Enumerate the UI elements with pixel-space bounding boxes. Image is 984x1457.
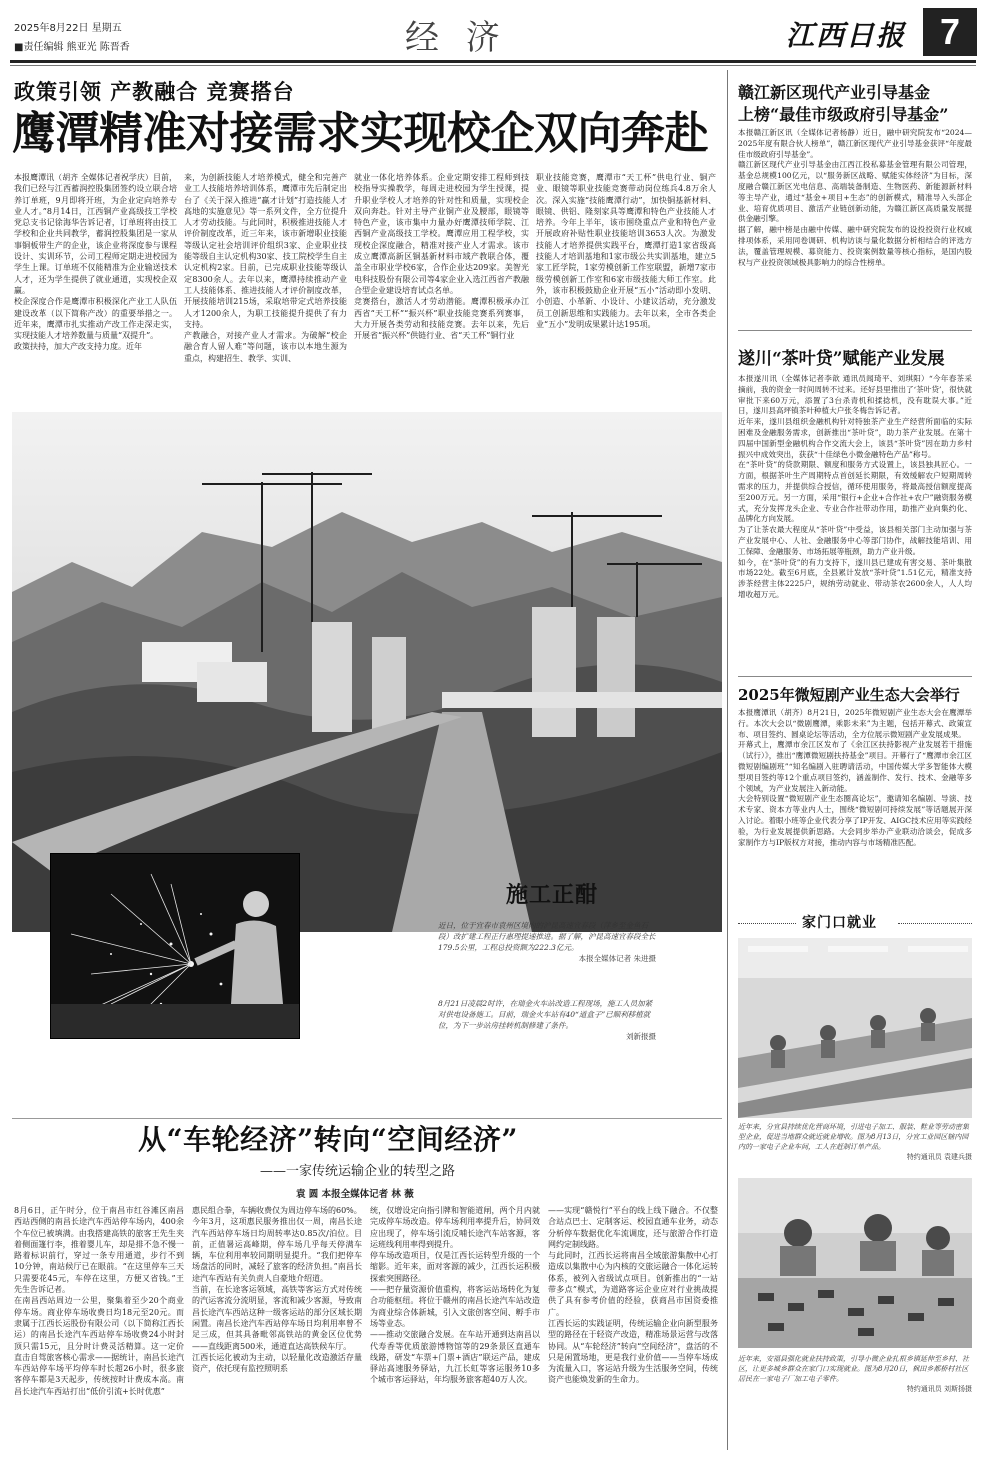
caption-2-credit: 刘新报摄 [626,1032,656,1041]
feature2-byline: 袁 圆 本报全媒体记者 林 薇 [296,1189,414,1200]
right-article-3-headline: 2025年微短剧产业生态大会举行 [738,686,960,704]
photo-feature-caption-1 [438,920,656,964]
photo-feature-caption-2 [438,998,656,1042]
right-article-1-headline-line2: 上榜“最佳市级政府引导基金” [738,105,949,124]
right-separator-1 [738,330,972,331]
masthead-rule-thin [10,65,976,66]
right-article-2-body: 本报遂川讯（全媒体记者李歆 通讯员闻琦平、刘琪阳）“今年春茶采摘前，我的资金一时间周转不过来。还好县里推出了‘茶叶贷’，很快就审批下来60万元，添置了3台杀青机和揉捻机，没有耽误大事。”近日，遂川县高坪镇茶叶种植大户张冬梅告诉记者。 近年来，遂川县组织金融机构针对特独茶产业生产经营所面临的实际困难及金融服务需求，创新推出“茶叶贷”，助力茶产业发展。在第十四届中国新型金融机构合作交流大会上，该县“茶叶贷”因在助力乡村振兴中成效突出，获获“十佳绿色小微金融特色产品”称号。 在“茶叶贷”的贷款期限、额度和服务方式设置上，该县独具匠心。一方面，根据茶叶生产周期特点首创延长期限，有效缓解农户短期周转需求的压力，并提供综合授信，循环使用服务，将最高授信额度提高至200万元。另一方面，采用“银行+企业+合作社+农户”融资服务模式，充分发挥龙头企业、专业合作社带动作用，助推产业向集约化、品牌化方向发展。 为了让茶农最大程度从“茶叶贷”中受益，该县相关部门主动加强与茶产业发展中心、人社、金融服务中心等部门协作，战解技能培训、用工保障、金融服务、市场拓展等瓶颈，助力产业升级。 如今，在“茶叶贷”的有力支持下，遂川县已建成有害交易、茶叶集散市场22处。截至6月底，全县累计发放“茶叶贷”1.51亿元，精准支持涉茶经营主体2225户，规纳劳动就业、带动茶农2600余人，人人均增收超万元。 [738,374,972,599]
workers-assembly-illustration [738,1178,972,1348]
factory-caption-1-text: 近年来，分宜县持续优化营商环境，引进电子加工、服装、鞋业等劳动密集型企业，促进当地群众就近就业增收。图为8月13日，分宜工业园区辖内园内的一家电子企业车间，工人在赶制订单产品。 [738,1123,969,1151]
lead-column-4: 职业技能竞赛，鹰潭市“天工杯”供电行业、铜产业、眼镜等职业技能竞赛带动岗位练兵4.8万余人次。深入实施“技能鹰潭行动”，加快铜基新材料、眼镜、供铝、隆刻家具等鹰潭和特色产业技能人才培养。今年上半年，该市围绕重点产业和特色产业开展政府补贴性职业技能培训3653人次。为激发技能人才培养提供实践平台，鹰潭打造1家省级高技能人才培训基地和1家市级公共实训基地，建立5家工匠学院，1家劳模创新工作室联盟，新增7家市级劳模创新工作室和6家市级技能大师工作室。此外，该市积极鼓励企业开展“五小”活动即小发明、小创造、小革新、小设计、小建议活动，充分激发员工创新思维和实践能力。去年以来，全市各类企业“五小”发明成果累计达195项。 [536,173,716,329]
page-number-badge [923,8,977,56]
page-editors: ■责任编辑 熊亚光 陈晋香 [14,42,130,53]
feature2-column-2: 惠民组合拳，车辆收费仅为周边停车场的60%。 今年3月，这项惠民服务推出仅一周，南昌长途汽车西站停车场日均周转率达0.85次/泊位。目前，正值暑运高峰期，停车场几乎每天停满车辆，车位利用率较同期明显提升。“我们把停车场盘活的同时，减轻了旅客的经济负担。”南昌长途汽车西站有关负责人自豪地介绍道。 当前，在长途客运领域，高铁等客运方式对传统的汽运客流分流明显，客流和减少客源，导致南昌长途汽车西站这种一级客运站的部分区域长期闲置。南昌长途汽车西站停车场日均利用率曾不足三成，但其具备毗邻高铁站的黄金区位优势——直线距离500米，通道直达高铁候车厅。 江西长运化被动为主动，以轻量化改造激活存量资产，依托现有监控照明系 [192,1206,362,1374]
electronics-factory-photo-1 [738,938,972,1118]
lead-kicker: 政策引领 产教融合 竞赛搭台 [14,79,295,104]
electronics-factory-photo-2 [738,1178,972,1348]
photo-feature-title: 施工正酣 [506,882,599,908]
issue-date: 2025年8月22日 星期五 [14,23,122,34]
feature2-headline: 从“车轮经济”转向“空间经济” [138,1123,518,1156]
right-column-divider [727,70,728,1450]
welder-illustration [51,854,300,1039]
masthead-rule [10,60,976,63]
right-article-1-headline-line1: 赣江新区现代产业引导基金 [738,83,931,102]
caption-1-text: 近日，位于宜春市袁州区境内的沪昆高速宜春段（萍乡至金鱼石段）改扩建工程正行惠理提速推进。据了解，沪昆高速宜春段全长179.5公里，工程总投资额为222.3亿元。 [438,921,656,952]
section-name: 经 济 [405,18,508,58]
right-separator-2 [738,676,972,677]
welding-sparks-photo [50,853,300,1039]
lead-column-1: 本报鹰潭讯（胡齐 全媒体记者祝学庆）目前，我们已经与江西蓄润控股集团签约设立联合培养订单班，9月即将开班，为企业定向培养专业人才。”8月14日，江西铜产业高级技工学校党总支书记徐海华告诉记者，订单班将由技工学校和企业共同教学，蓄润控股集团是一家从事铜板带生产的企业，该企业将深度参与课程设计、实训环节，公司工程师定期走进校园为学生上课。订单班不仅能精准为企业输送技术人才，还为学生提供了就业通道，实现校企双赢。 校企深度合作是鹰潭市积极深化产业工人队伍建设改革（以下简称产改）的重要举措之一。近年来，鹰潭市扎实推动产改工作走深走实，实现技能人才培养数量与质量“双提升”。 政策扶持，加大产改支持力度。近年 [14,173,177,352]
caption-1-credit: 本报全媒体记者 朱进摄 [578,954,656,963]
factory-photo-2-caption [738,1354,972,1394]
header-rule-left [738,923,796,924]
masthead [0,0,984,64]
feature2-column-3: 统，仅增设定向指引牌和智能道闸，两个月内就完成停车场改造。停车场利用率提升后，协同效应出现了，停车场引流反哺长途汽车站客源，客运班线利用率得到提升。 停车场改造项目，仅是江西长运转型升级的一个缩影。近年来，面对客源的减少，江西长运积极探索突围路径。 ——把存量资源价值重构，将客运站场转化为复合功能枢纽。将位于赣州的南昌长途汽车站改造为商业综合体新城，引入文旅创客空间、孵手市场等业态。 ——推动交旅融合发展。在车站开通到达南昌以代寿香等优质旅游博物馆等的29条景区直通车线路，研发“车票+门票+酒店”联运产品，建成驿站高速服务驿站，九江长虹等客运服务10多个城市客运驿站，年均服务旅客超40万人次。 [370,1206,540,1385]
caption-2-text: 8月21日凌晨2时许，在瑞金火车站改造工程现场，施工人员加紧对供电设备施工。目前，瑞金火车站有40“道盒子”已顺利移植就位，为下一步站房挂转机制修建了条件。 [438,999,653,1030]
factory-caption-1-credit: 特约通讯员 袁建兵摄 [906,1153,972,1161]
feature2-column-1: 8月6日，正午时分，位于南昌市红谷滩区南昌西站西侧的南昌长途汽车西站停车场内，400余个车位已被填满。由我搭建高铁的旅客王先生夹着侧面篷行李，推着婴儿车，却是排不急不慢一路着标识前行，穿过一条专用通道，步行不到10分钟，南站候厅已在眼前。“在这里停车三天只需要花45元，车停在这里，方便又省钱。”王先生告诉记者。 在南昌西站周边一公里，聚集着至少20个商业停车场。商业停车场收费日均18元至20元。而隶属于江西长运股份有限公司（以下简称江西长运）的南昌长途汽车西站停车场收费24小时封顶只需15元，且分时计费灵活精算。这一定价直击自驾旅客核心需求——据统计，南昌长途汽车西站停车场平均停车时长超26小时，很多旅客停车都是3天起步，传统按时计费成本高。南昌长途汽车西站打出“低价引流+长时优惠” [14,1206,184,1396]
feature2-subtitle: ——一家传统运输企业的转型之路 [260,1164,456,1179]
right-article-2-headline: 遂川“茶叶贷”赋能产业发展 [738,349,945,369]
page-number: 7 [939,11,961,52]
right-article-3-body: 本报鹰潭讯（胡齐）8月21日，2025年微短剧产业生态大会在鹰潭举行。本次大会以“微剧鹰潭，乘影未来”为主题，包括开幕式、政策宣布、项目签约、圆桌论坛等活动，全方位展示微短剧产业发展成果。 开幕式上，鹰潭市余江区发布了《余江区扶持影视产业发展若干措施（试行）》，推出“鹰潭微短剧扶持基金”项目。开幕行了“鹰潭市余江区微短剧编剧班”“知名编剧入驻聘请活动，中国传媒大学多智能体大模型项目签约等12个重点项目签约，涵盖制作、发行、技术、金融等多个领域，为产业发展注入新动能。 大会特别设置“微短剧产业生态圈高论坛”，邀请知名编剧、导演、技术专家、资本方等业内人士，围绕“微短剧可持续发展”等话题展开深入讨论。着眼小班等企业代表分享了IP开发、AIGC技术应用等实践经验，为行业发展提供新思路。大会同步举办产业联动洽谈会，促成多家制作方与IP版权方对接，推动内容与市场精准匹配。 [738,708,972,847]
employment-section-header [738,912,972,934]
header-rule-right [898,923,972,924]
feature2-column-4: ——实现“赣悦行”平台的线上线下融合。不仅整合站点巴士、定制客运、校园直通车业务，动态分析停车数据优化车流调度，还与旅游合作打造网约定制线路。 与此同时，江西长运将南昌全域旅游集散中心打造成以集散中心为内核的交旅运融合一体化运转体系，被列入省级试点项目。创新推出的“一站带多点”模式，为道路客运企业应对行业挑战提供了具有参考价值的经验，获商昌市国资委推广。 江西长运的实践证明，传统运输企业向新型服务型的路径在于轻资产改造，精准场景运营与改落协同。从“车轮经济”转向“空间经济”，盘活的不只是闲置场地，更是我行业价值——当停车场成为流量入口，客运站升级为生活服务空间，传统资产也能焕发新的生命力。 [548,1206,718,1385]
lead-headline: 鹰潭精准对接需求实现校企双向奔赴 [12,108,708,159]
lead-column-2: 来，为创新技能人才培养模式，健全和完善产业工人技能培养培训体系，鹰潭市先后制定出台了《关于深入推进“赢才计划”打造技能人才高地的实施意见》等一系列文件，全方位提升人才劳动技能。与此同时，积极推进技能人才评价制度改革，近三年来，该市新增职业技能等级认定社会培训评价组织3家、企业职业技能等级自主认定机构30家、技工院校学生自主认定机构2家。目前，已完成职业技能等级认定8300余人。去年以来，鹰潭持续推动产业工人技能体系、推进技能人才评价制度改革，开展技能培训215场，采取培带定式培养技能人才1200余人，为职工技能提升提供了有力支持。 产教融合，对接产业人才需求。为破解“校企融合育人留人难”等问题，该市以本地生源为重点，构建招生、教学、实训、 [184,173,347,363]
right-article-1-body: 本报赣江新区讯（全媒体记者杨静）近日，融中研究院发布“2024—2025年度有限合伙人榜单”，赣江新区现代产业引导基金获评“年度最佳市级政府引导基金”。 赣江新区现代产业引导基金由江西江投私募基金管理有限公司管理，基金总规模100亿元，以“服务新区战略、赋能实体经济”为目标，深度融合赣江新区光电信息、高端装备制造、生物医药、新能源新材料等主导产业，通过“基金+项目+生态”的创新模式，精准导入头部企业、培育优质项目、激活产业链创新动能，为赣江新区高质量发展提供金融引擎。 据了解，融中榜是由融中传媒、融中研究院发布的设投投资行业权威排项体系，采用同卷调研、机构访谈与量化数据分析相结合的评选方法，覆盖管理规模、募资能力、投资案例数量等核心指标，是国内股权与产业投资领域极具影响力的综合性榜单。 [738,128,972,267]
lead-column-3: 就业一体化培养体系。企业定期安排工程师到技校指导实操教学，每周走进校园为学生授课，提升职业学校人才培养的针对性和质量，实现校企双向奔赴。针对主导产业铜产业及腰部，眼镜等特色产业，该市集中力量办好鹰潭技师学院、江西铜产业高级技工学校。鹰潭应用工程学校，实现校企深度融合，精准对接产业人才需求。该市成立鹰潭高新区铜基新材料市域产教联合体，覆盖全市职业学校6家，合作企业达209家。美智光电科技股份有限公司等4家企业入选江西省产教融合型企业建设培育试点名单。 竞赛搭台，激活人才劳动潜能。鹰潭积极承办江西省“天工杯”“振兴杯”职业技能竞赛系列赛事，大力开展各类劳动和技能竞赛。去年以来，先后开展省“振兴杯”供链行业、省“天工杯”铜行业 [354,173,529,341]
employment-section-title: 家门口就业 [802,915,877,931]
factory-workers-illustration [738,938,972,1118]
factory-caption-2-text: 近年来，安福县强化就业扶持政策，引导小微企业扎根乡镇延伸至乡村、社区，让更多城乡群众在家门口实现就业。图为8月20日，枫田乡都桥村社区居民在一家电子厂加工电子零件。 [738,1355,969,1383]
factory-caption-2-credit: 特约通讯员 刘斯扬摄 [906,1385,972,1393]
factory-photo-1-caption [738,1122,972,1162]
paper-name-logo: 江西日报 [786,19,907,52]
